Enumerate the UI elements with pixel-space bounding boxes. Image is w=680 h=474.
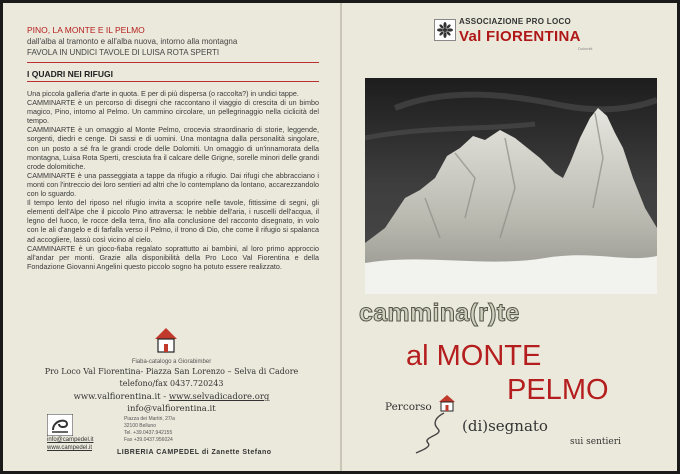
- paragraph: CAMMINARTE è un percorso di disegni che raccontano il viaggio di crescita di un bimbo magico, Pino, intorno al Pelmo. Un cammino circolare, un pellegrinaggio nella ciclicità del tempo.: [27, 98, 319, 126]
- title-camminarte: cammina(r)te: [359, 299, 520, 327]
- sentieri-label: sui sentieri: [570, 437, 621, 447]
- paragraph: CAMMINARTE è un omaggio al Monte Pelmo, crocevia straordinario di storie, leggende, sorgenti, diedri e cenge. Di sassi e di uomini. Una montagna dalla personalità singolare, con un posto a sé fra le grandi crode delle Dolomiti. Un omaggio di un'innamorata della montagna, Luisa Rota Sperti, cresciuta fra il calcare delle Grigne, sorelle minori delle grandi crode dolomitiche.: [27, 125, 319, 171]
- brand-name: Val FIORENTINA: [459, 28, 581, 45]
- website-link[interactable]: www.selvadicadore.org: [168, 392, 270, 402]
- telephone: telefono/fax 0437.720243: [119, 379, 224, 388]
- campedel-email[interactable]: info@campedel.it: [47, 437, 94, 443]
- campedel-address: [124, 416, 175, 444]
- path-swirl-icon: [414, 411, 454, 455]
- address-line: 32100 Belluno: [124, 423, 156, 429]
- header-author-line: FAVOLA IN UNDICI TAVOLE DI LUISA ROTA SPERTI: [27, 48, 220, 57]
- brand-subtitle: Dolomiti: [578, 46, 593, 51]
- proloco-address: Pro Loco Val Fiorentina- Piazza San Lorenzo – Selva di Cadore: [44, 367, 299, 376]
- campedel-logo-icon: [47, 414, 73, 436]
- edelweiss-logo-icon: [434, 19, 456, 41]
- section-title: I QUADRI NEI RIFUGI: [27, 69, 113, 79]
- title-al-monte: al MONTE: [406, 340, 542, 372]
- paragraph: Una piccola galleria d'arte in quota. E per di più dispersa (o raccolta?) in undici tappe.: [27, 89, 299, 98]
- address-line: Tel. +39.0437.942155: [124, 430, 173, 436]
- websites: www.valfiorentina.it - www.selvadicadore.org: [73, 392, 270, 402]
- libreria-name: LIBRERIA CAMPEDEL di Zanette Stefano: [117, 449, 272, 456]
- mount-pelmo-photo: [365, 78, 657, 294]
- header-title: PINO, LA MONTE E IL PELMO: [27, 25, 145, 35]
- association-name: ASSOCIAZIONE PRO LOCO: [459, 17, 572, 26]
- paragraph: Il tempo lento del riposo nel rifugio invita a scoprire nelle tavole, fittissime di segni, gli elementi dell'Alpe che il piccolo Pino attraversa: le nebbie dell'aria, i ruscelli dell'acqua, il legno del fuoco, le rocce della terra, fino alla conclusione del racconto disegnato, in volo con le ali d'angelo e di farfalla verso il Pelmo, il trono di Dio, che come il rifugio si spalanca ad accogliere, lassù così vicino al cielo.: [27, 198, 319, 244]
- house-icon: [437, 393, 457, 413]
- campedel-website[interactable]: www.campedel.it: [47, 445, 93, 451]
- address-line: Piazza dei Martiri, 27/a: [124, 416, 175, 422]
- disegnato-label: (di)segnato: [462, 417, 548, 435]
- paragraph: CAMMINARTE è una passeggiata a tappe da rifugio a rifugio. Dai rifugi che abbracciano i monti con l'intreccio dei loro sentieri ad altri che lo contemplano da lontano, accarezzandolo con lo sguardo.: [27, 170, 319, 199]
- email-link[interactable]: info@valfiorentina.it: [127, 404, 216, 414]
- title-pelmo: PELMO: [507, 374, 609, 406]
- paragraph: CAMMINARTE è un gioco-fiaba regalato soprattutto ai bambini, al loro primo approccio all'andar per monti. Grazie alla disponibilità della Pro Loco Val Fiorentina e della Fondazione Giovanni Angelini questo piccolo sogno ha potuto essere realizzato.: [27, 243, 319, 271]
- percorso-label: Percorso: [385, 401, 432, 413]
- right-panel: [342, 3, 677, 471]
- left-panel: [3, 3, 340, 471]
- fiaba-credit: Fiaba-catalogo a Giorabimber: [131, 359, 212, 365]
- body-text: [27, 89, 319, 271]
- website-link[interactable]: www.valfiorentina.it: [73, 392, 161, 402]
- divider: [27, 81, 319, 82]
- address-line: Fax +39.0437.956024: [124, 437, 173, 443]
- brochure: [3, 3, 677, 471]
- divider: [27, 62, 319, 63]
- house-icon: [151, 325, 181, 355]
- header-subtitle: dall'alba al tramonto e all'alba nuova, intorno alla montagna: [27, 37, 238, 46]
